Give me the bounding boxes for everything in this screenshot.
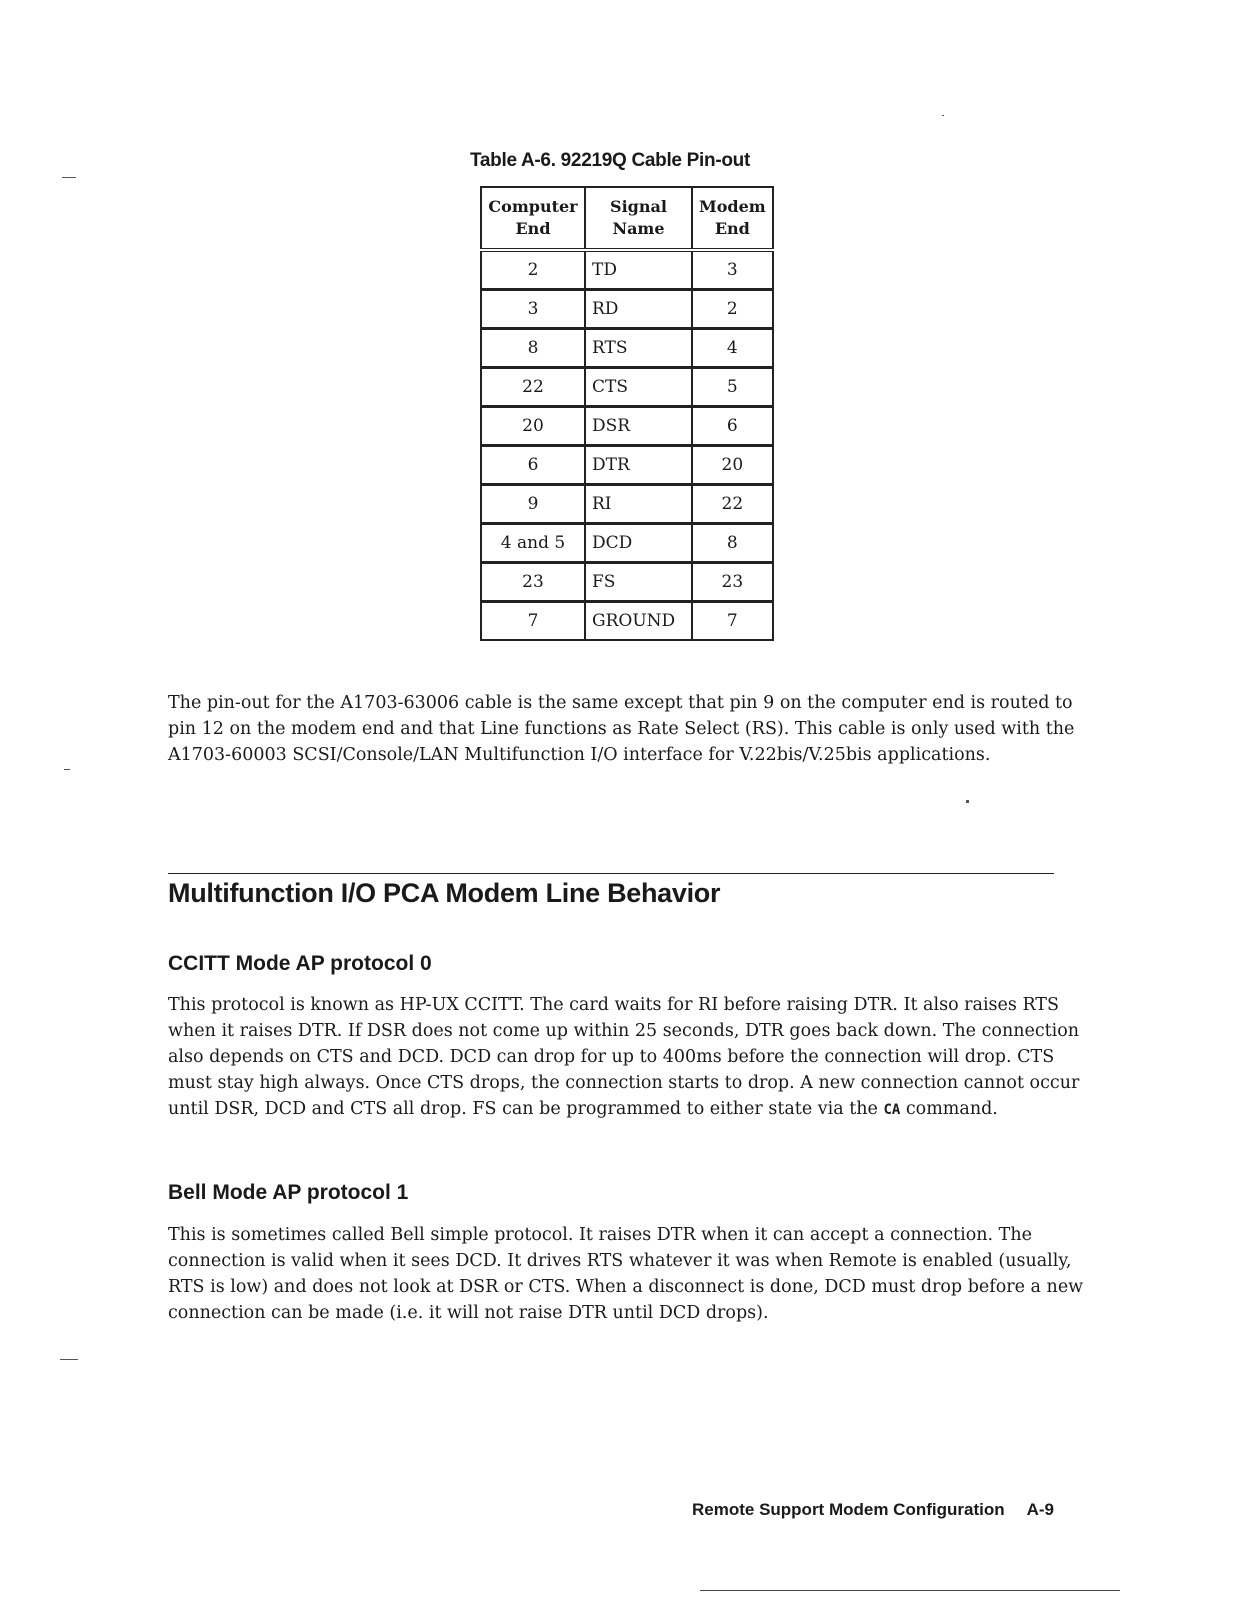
ccitt-text-end: command.: [900, 1099, 998, 1119]
cell-signal-name: RI: [585, 485, 692, 524]
table-row: [481, 524, 773, 563]
bell-heading: Bell Mode AP protocol 1: [168, 1181, 409, 1204]
table-row: [481, 407, 773, 446]
table-header-row: [481, 187, 773, 250]
table-row: [481, 563, 773, 602]
cell-computer-end: 3: [481, 290, 585, 329]
cell-computer-end: 9: [481, 485, 585, 524]
cell-modem-end: 2: [692, 290, 773, 329]
table-row: [481, 602, 773, 641]
table-caption: Table A-6. 92219Q Cable Pin-out: [470, 150, 750, 171]
cell-computer-end: 4 and 5: [481, 524, 585, 563]
table-row: [481, 368, 773, 407]
cell-computer-end: 23: [481, 563, 585, 602]
cell-signal-name: RD: [585, 290, 692, 329]
cell-signal-name: DSR: [585, 407, 692, 446]
ca-command: CA: [883, 1102, 901, 1118]
footer-chapter: Remote Support Modem Configuration: [692, 1500, 1005, 1519]
table-row: [481, 290, 773, 329]
cell-computer-end: 2: [481, 250, 585, 290]
cell-computer-end: 22: [481, 368, 585, 407]
cell-modem-end: 6: [692, 407, 773, 446]
cell-computer-end: 6: [481, 446, 585, 485]
cell-signal-name: DTR: [585, 446, 692, 485]
header-signal-name-line1: Signal: [610, 197, 667, 216]
cell-signal-name: GROUND: [585, 602, 692, 641]
intro-paragraph: The pin-out for the A1703-63006 cable is the same except that pin 9 on the computer end is routed to pin 12 on the modem end and that Line functions as Rate Select (RS). This cable is only used with the A1703-60003 SCSI/Console/LAN Multifunction I/O interface for V.22bis/V.25bis applications.: [168, 693, 1075, 765]
header-modem-end: [692, 187, 773, 250]
pinout-table-container: [480, 186, 774, 641]
header-modem-end-line2: End: [714, 219, 750, 238]
header-signal-name: [585, 187, 692, 250]
cell-computer-end: 20: [481, 407, 585, 446]
header-computer-end-line1: Computer: [488, 197, 578, 216]
ccitt-text: This protocol is known as HP-UX CCITT. The card waits for RI before raising DTR. It also raises RTS when it raises DTR. If DSR does not come up within 25 seconds, DTR goes back down. The connection also depends on CTS and DCD. DCD can drop for up to 400ms before the connection will drop. CTS must stay high always. Once CTS drops, the connection starts to drop. A new connection cannot occur until DSR, DCD and CTS all drop. FS can be programmed to either state via the: [168, 995, 1080, 1119]
ccitt-paragraph: [168, 992, 1088, 1123]
header-modem-end-line1: Modem: [699, 197, 766, 216]
cell-modem-end: 5: [692, 368, 773, 407]
header-computer-end: [481, 187, 585, 250]
section-title: Multifunction I/O PCA Modem Line Behavior: [168, 878, 721, 908]
cell-signal-name: TD: [585, 250, 692, 290]
bell-paragraph: This is sometimes called Bell simple protocol. It raises DTR when it can accept a connection. The connection is valid when it sees DCD. It drives RTS whatever it was when Remote is enabled (usually, RTS is low) and does not look at DSR or CTS. When a disconnect is done, DCD must drop before a new connection can be made (i.e. it will not raise DTR until DCD drops).: [168, 1225, 1084, 1323]
cell-modem-end: 3: [692, 250, 773, 290]
cell-modem-end: 7: [692, 602, 773, 641]
section-divider: [168, 873, 1054, 874]
cell-modem-end: 8: [692, 524, 773, 563]
bottom-scan-line: [700, 1590, 1120, 1591]
header-signal-name-line2: Name: [612, 219, 665, 238]
table-row: [481, 329, 773, 368]
cell-signal-name: CTS: [585, 368, 692, 407]
pinout-table: [480, 186, 774, 641]
page-number: A-9: [1026, 1500, 1054, 1519]
cell-signal-name: FS: [585, 563, 692, 602]
table-row: [481, 250, 773, 290]
cell-modem-end: 23: [692, 563, 773, 602]
cell-modem-end: 4: [692, 329, 773, 368]
cell-modem-end: 20: [692, 446, 773, 485]
cell-modem-end: 22: [692, 485, 773, 524]
cell-computer-end: 7: [481, 602, 585, 641]
cell-signal-name: RTS: [585, 329, 692, 368]
table-row: [481, 485, 773, 524]
header-computer-end-line2: End: [515, 219, 551, 238]
cell-computer-end: 8: [481, 329, 585, 368]
page-footer: [692, 1500, 1054, 1520]
table-row: [481, 446, 773, 485]
ccitt-heading: CCITT Mode AP protocol 0: [168, 952, 432, 975]
cell-signal-name: DCD: [585, 524, 692, 563]
